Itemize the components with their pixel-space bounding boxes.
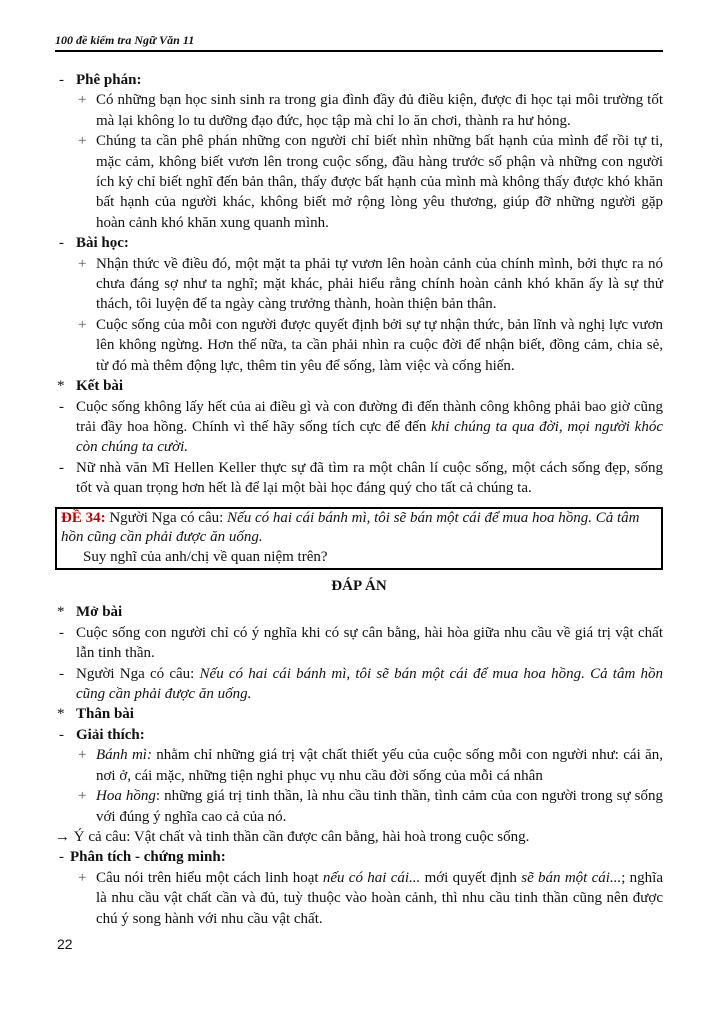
dash-marker: - xyxy=(59,665,64,682)
list-item xyxy=(55,90,663,131)
running-header: 100 đề kiểm tra Ngữ Văn 11 xyxy=(55,33,663,52)
dash-marker: - xyxy=(59,624,64,641)
list-item xyxy=(55,397,663,458)
heading: Thân bài xyxy=(76,706,134,723)
question-intro: Người Nga có câu: xyxy=(105,509,228,526)
section-phe-phan xyxy=(55,70,663,90)
question-box xyxy=(55,507,663,571)
paragraph: Ý cả câu: Vật chất và tinh thần cần được cân bằng, hài hoà trong cuộc sống. xyxy=(73,828,530,845)
heading: Kết bài xyxy=(76,378,124,395)
list-item xyxy=(55,131,663,233)
plus-marker: + xyxy=(78,255,87,272)
list-item xyxy=(55,623,663,664)
text: mới quyết định xyxy=(420,869,522,886)
term: Bánh mì: xyxy=(96,747,152,764)
list-item xyxy=(55,664,663,705)
quote: nếu có hai cái... xyxy=(322,869,421,886)
star-marker: * xyxy=(57,706,65,723)
plus-marker: + xyxy=(78,747,87,764)
answer-title: ĐÁP ÁN xyxy=(331,578,387,595)
heading: Bài học: xyxy=(76,235,129,252)
heading: Giải thích: xyxy=(76,726,145,743)
dash-marker: - xyxy=(59,849,64,866)
star-marker: * xyxy=(57,604,65,621)
question-label: ĐỀ 34: xyxy=(61,509,106,526)
quote: sẽ bán một cái... xyxy=(521,869,622,886)
paragraph: nhằm chỉ những giá trị vật chất thiết yếu của cuộc sống mỗi con người như: cái ăn, nơi ở, cái mặc, những tiện nghi phục vụ nhu cầu đời sống của mỗi cá nhân xyxy=(96,747,663,784)
quote: khi chúng ta qua đời, mọi người khóc còn chúng ta cười. xyxy=(76,418,663,456)
paragraph: Cuộc sống của mỗi con người được quyết định bởi sự tự nhận thức, bản lĩnh và nghị lực vươn lên không ngừng. Hơn thế nữa, ta cần phải nhìn ra cuộc đời để nhận biết, đồng cảm, chia sẻ, từ đó mà thêm động lực, thêm tin yêu để sống, làm việc và cống hiến. xyxy=(96,316,663,374)
text: ; nghĩa là nhu cầu vật chất cần và đủ, tuỳ thuộc vào hoàn cảnh, thì nhu cầu tinh thần cũng nên được chú ý song hành với nhu cầu vật chất. xyxy=(96,869,663,927)
star-marker: * xyxy=(57,378,65,395)
paragraph: Có những bạn học sinh sinh ra trong gia đình đầy đủ điều kiện, được đi học tại môi trường tốt mà lại không lo tu dưỡng đạo đức, học tập mà chỉ lo ăn chơi, thành ra hư hỏng. xyxy=(96,92,663,129)
plus-marker: + xyxy=(78,316,87,333)
paragraph: Nữ nhà văn Mĩ Hellen Keller thực sự đã tìm ra một chân lí cuộc sống, một cách sống đẹp, sống tốt và quan trọng hơn hết là để lại một bài học đáng quý cho tất cả chúng ta. xyxy=(76,459,663,497)
dash-marker: - xyxy=(59,726,64,743)
dash-marker: - xyxy=(59,72,64,88)
section-mo-bai xyxy=(55,602,663,622)
plus-marker: + xyxy=(78,92,87,109)
paragraph: Chúng ta cần phê phán những con người chỉ biết nhìn những bất hạnh của mình để rồi tự ti, mặc cảm, không biết vươn lên trong cuộc sống, đầu hàng trước số phận và những con người ích kỷ chỉ biết nghĩ đến bản thân, thấy được bất hạnh của mình mà không thấy được khó khăn bất hạnh của người khác, không biết mở rộng lòng yêu thương, giúp đỡ những người gặp hoàn cảnh khó khăn xung quanh mình. xyxy=(96,133,663,231)
arrow-icon: → xyxy=(55,828,70,845)
heading: Mở bài xyxy=(76,604,123,621)
term: Hoa hồng xyxy=(96,788,156,805)
dash-marker: - xyxy=(59,235,64,252)
list-item xyxy=(55,254,663,315)
page-body xyxy=(55,70,663,929)
paragraph: Cuộc sống không lấy hết của ai điều gì và con đường đi đến thành công không phải bao giờ cũng trải đầy hoa hồng. Chính vì thế hãy sống tích cực để đến xyxy=(76,398,663,435)
section-than-bai xyxy=(55,704,663,724)
list-item xyxy=(55,315,663,376)
page-number: 22 xyxy=(57,936,73,952)
list-item xyxy=(55,786,663,827)
heading: Phân tích - chứng minh: xyxy=(70,849,226,866)
text: Câu nói trên hiểu một cách linh hoạt xyxy=(96,869,323,886)
plus-marker: + xyxy=(78,869,87,886)
heading: Phê phán: xyxy=(76,72,142,88)
question-prompt: Suy nghĩ của anh/chị về quan niệm trên? xyxy=(83,548,328,565)
list-item xyxy=(55,745,663,786)
plus-marker: + xyxy=(78,133,87,150)
plus-marker: + xyxy=(78,788,87,805)
list-item xyxy=(55,458,663,499)
paragraph: Người Nga có câu: xyxy=(76,665,200,682)
question-quote: Nếu có hai cái bánh mì, tôi sẽ bán một cái để mua hoa hồng. Cả tâm hồn cũng cần phải được ăn uống. xyxy=(61,509,640,546)
section-phan-tich xyxy=(55,847,663,867)
dash-marker: - xyxy=(59,398,64,415)
paragraph: : những giá trị tinh thần, là nhu cầu tinh thần, tình cảm của con người trong sự sống với đúng ý nghĩa cao cả của nó. xyxy=(96,788,663,825)
quote: Nếu có hai cái bánh mì, tôi sẽ bán một cái để mua hoa hồng. Cả tâm hồn cũng cần phải được ăn uống. xyxy=(76,665,663,703)
dash-marker: - xyxy=(59,459,64,476)
section-ket-bai xyxy=(55,376,663,396)
paragraph: Nhận thức về điều đó, một mặt ta phải tự vươn lên hoàn cảnh của chính mình, bởi thực ra nó chưa đáng sợ như ta nghĩ; mặt khác, phải hiểu rằng chính hoàn cảnh khó khăn ấy là sự thử thách, tôi luyện để ta ngày càng trưởng thành, hoàn thiện bản thân. xyxy=(96,255,663,313)
section-bai-hoc xyxy=(55,233,663,253)
section-giai-thich xyxy=(55,725,663,745)
paragraph: Cuộc sống con người chỉ có ý nghĩa khi có sự cân bằng, hài hòa giữa nhu cầu về giá trị vật chất lẫn tinh thần. xyxy=(76,624,663,662)
conclusion-line xyxy=(55,827,663,847)
list-item xyxy=(55,868,663,929)
